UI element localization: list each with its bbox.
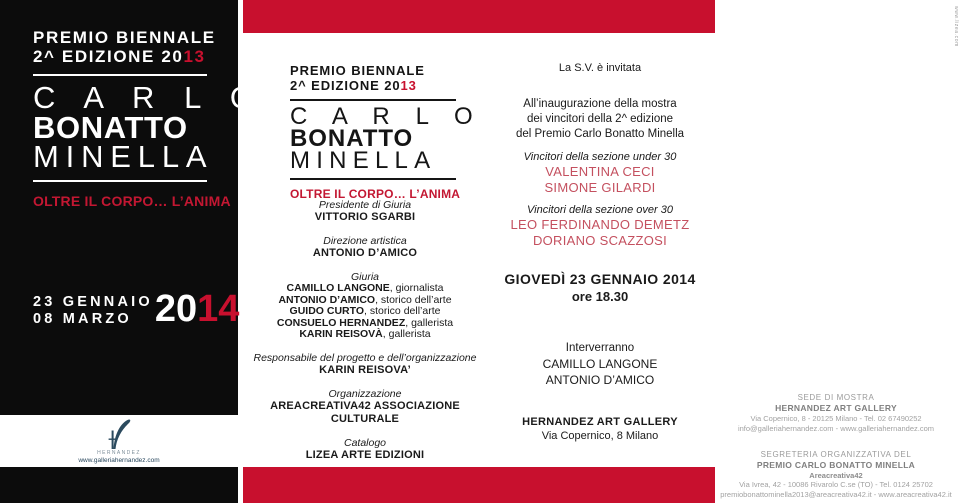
divider-line xyxy=(290,99,456,101)
organization-label: Organizzazione xyxy=(328,387,402,400)
mid-prize-title: PREMIO BIENNALE 2^ EDIZIONE 2013 xyxy=(290,63,425,93)
artist-first-name: C A R L O xyxy=(33,80,265,115)
artist-middle-name: BONATTO xyxy=(33,110,188,145)
artistic-direction-name: ANTONIO D’AMICO xyxy=(312,247,418,259)
prize-title xyxy=(33,28,216,66)
gallery-logo-url: www.galleriahernandez.com xyxy=(78,457,160,464)
sede-label: SEDE DI MOSTRA xyxy=(797,393,875,402)
organization-name: AREACREATIVA42 ASSOCIAZIONE CULTURALE xyxy=(270,399,460,425)
sede-web: info@galleriahernandez.com - www.galleriahernandez.com xyxy=(737,423,935,433)
date-end: 08 MARZO xyxy=(33,311,132,327)
catalog-label: Catalogo xyxy=(343,436,387,449)
artist-last-name: MINELLA xyxy=(33,139,214,174)
divider-line xyxy=(290,178,456,180)
under-30-label: Vincitori della sezione under 30 xyxy=(523,151,677,163)
venue-name: HERNANDEZ ART GALLERY xyxy=(522,416,678,428)
winner-name: SIMONE GILARDI xyxy=(544,180,656,195)
hernandez-logo-icon xyxy=(104,418,134,450)
divider-line xyxy=(33,180,207,182)
sede-address: Via Copernico, 8 - 20125 Milano - Tel. 02 67490252 xyxy=(750,413,922,423)
opening-date: GIOVEDÌ 23 GENNAIO 2014 xyxy=(504,271,696,287)
bottom-red-bar xyxy=(243,467,715,503)
jury-member: CONSUELO HERNANDEZ, gallerista xyxy=(276,316,454,329)
jury-member: GUIDO CURTO, storico dell’arte xyxy=(289,305,441,317)
over-30-label: Vincitori della sezione over 30 xyxy=(527,204,673,216)
winner-name: DORIANO SCAZZOSI xyxy=(532,233,668,248)
gallery-logo-name: HERNANDEZ xyxy=(97,450,141,456)
salutation: La S.V. è invitata xyxy=(558,62,642,74)
date-start: 23 GENNAIO xyxy=(33,294,153,310)
mid-artist-middle-name: BONATTO xyxy=(290,125,414,152)
project-manager-label: Responsabile del progetto e dell’organizzazione xyxy=(253,351,477,364)
credits-block xyxy=(252,199,478,462)
invitation-intro: All’inaugurazione della mostra dei vincitori della 2^ edizione del Premio Carlo Bonatto Minella xyxy=(515,98,685,140)
segreteria-label: SEGRETERIA ORGANIZZATIVA DEL xyxy=(760,450,912,459)
speaker-name: CAMILLO LANGONE xyxy=(542,357,658,371)
prize-title-line1: PREMIO BIENNALE xyxy=(33,28,216,47)
divider-line xyxy=(33,74,207,76)
bottom-black-bar xyxy=(0,467,238,503)
opening-time: ore 18.30 xyxy=(571,289,629,304)
winner-name: LEO FERDINANDO DEMETZ xyxy=(510,217,690,232)
jury-member: ANTONIO D’AMICO, storico dell’arte xyxy=(278,293,452,306)
project-manager-name: KARIN REISOVA’ xyxy=(319,363,411,376)
side-credit-text: www.lizea.com xyxy=(953,6,959,47)
artistic-direction-label: Direzione artistica xyxy=(323,235,407,247)
organizing-office-contact xyxy=(718,450,954,500)
winners-over-30 xyxy=(470,203,730,249)
mid-artist-last-name: MINELLA xyxy=(290,147,437,174)
mid-exhibition-tagline: OLTRE IL CORPO… L’ANIMA xyxy=(290,187,461,201)
exhibition-venue-contact xyxy=(718,393,954,434)
segreteria-name: PREMIO CARLO BONATTO MINELLA xyxy=(756,460,916,470)
winners-under-30 xyxy=(470,150,730,196)
exhibition-dates xyxy=(33,288,240,330)
prize-title-line2: 2^ EDIZIONE 2013 xyxy=(33,47,206,66)
speakers-block xyxy=(470,340,730,388)
gallery-logo-block xyxy=(0,418,238,466)
catalog-name: LIZEA ARTE EDIZIONI xyxy=(305,448,425,461)
year-accent: 13 xyxy=(183,47,206,66)
mid-artist-first-name: C A R L O xyxy=(290,103,483,130)
venue-address: Via Copernico, 8 Milano xyxy=(541,430,659,442)
speaker-name: ANTONIO D’AMICO xyxy=(545,373,655,387)
mid-title-block xyxy=(290,63,483,201)
jury-member: CAMILLO LANGONE, giornalista xyxy=(286,282,444,294)
winner-name: VALENTINA CECI xyxy=(545,164,655,179)
jury-label: Giuria xyxy=(350,271,379,283)
jury-member: KARIN REISOVÀ, gallerista xyxy=(299,328,431,340)
opening-datetime xyxy=(470,271,730,305)
speakers-label: Interverranno xyxy=(565,342,635,354)
exhibition-year: 2014 xyxy=(154,288,240,330)
venue-block xyxy=(470,415,730,443)
sede-name: HERNANDEZ ART GALLERY xyxy=(775,403,897,413)
top-red-bar xyxy=(243,0,715,33)
president-label: Presidente di Giuria xyxy=(318,199,412,211)
exhibition-tagline: OLTRE IL CORPO… L’ANIMA xyxy=(33,193,231,209)
segreteria-address: Via Ivrea, 42 - 10086 Rivarolo C.se (TO) - Tel. 0124 25702 xyxy=(739,480,933,489)
president-name: VITTORIO SGARBI xyxy=(314,211,416,223)
segreteria-org: Areacreativa42 xyxy=(809,470,863,480)
left-panel-content xyxy=(33,28,265,209)
segreteria-web: premiobonattominella2013@areacreativa42.it - www.areacreativa42.it xyxy=(720,490,952,499)
